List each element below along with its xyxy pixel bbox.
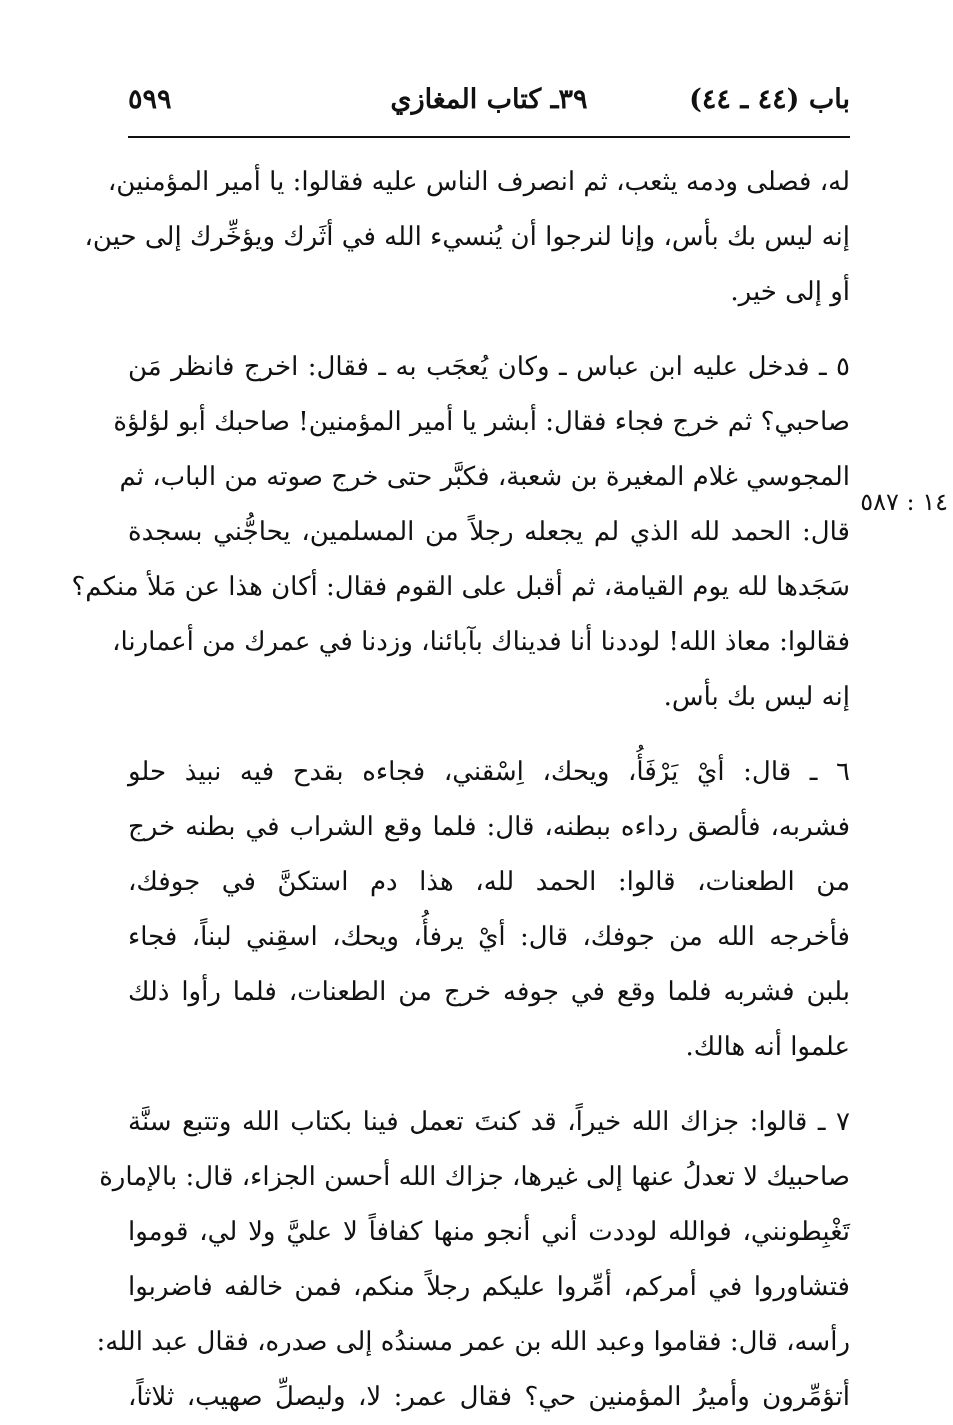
text-line: فتشاوروا في أمركم، أمِّروا عليكم رجلاً منكم، فمن خالفه فاضربوا [128, 1272, 850, 1302]
text-line: فشربه، فألصق رداءه ببطنه، قال: فلما وقع الشراب في بطنه خرج [128, 812, 850, 842]
text-line: ٦ ـ قال: أيْ يَرْفَأُ، ويحك، اِسْقني، فجاءه بقدح فيه نبيذ حلو [128, 757, 850, 787]
header-divider [128, 136, 850, 138]
paragraph [128, 745, 850, 1075]
text-line: أتؤمِّرون وأميرُ المؤمنين حي؟ فقال عمر: لا، وليصلِّ صهيب، ثلاثاً، [128, 1382, 850, 1412]
paragraph [71, 340, 850, 725]
text-line: تَغْبِطونني، فوالله لوددت أني أنجو منها كفافاً لا عليَّ ولا لي، قوموا [128, 1217, 850, 1247]
text-line: فأخرجه الله من جوفك، قال: أيْ يرفأُ، ويحك، اسقِني لبناً، فجاء [128, 922, 850, 952]
text-line: بلبن فشربه فلما وقع في جوفه خرج من الطعنات، فلما رأوا ذلك [128, 977, 850, 1007]
chapter-heading: باب (٤٤ ـ ٤٤) [689, 84, 850, 115]
paragraph [84, 155, 850, 320]
text-line: فقالوا: معاذ الله! لوددنا أنا فديناك بآبائنا، وزدنا في عمرك من أعمارنا، [112, 627, 850, 657]
text-line: ٧ ـ قالوا: جزاك الله خيراً، قد كنتَ تعمل فينا بكتاب الله وتتبع سنَّة [128, 1107, 850, 1137]
text-line: له، فصلى ودمه يثعب، ثم انصرف الناس عليه فقالوا: يا أمير المؤمنين، [107, 167, 850, 197]
text-line: المجوسي غلام المغيرة بن شعبة، فكبَّر حتى خرج صوته من الباب، ثم [119, 462, 850, 492]
text-line: صاحبيك لا تعدلُ عنها إلى غيرها، جزاك الله أحسن الجزاء، قال: بالإمارة [99, 1162, 850, 1192]
text-line: صاحبي؟ ثم خرج فجاء فقال: أبشر يا أمير المؤمنين! صاحبك أبو لؤلؤة [113, 407, 850, 437]
text-line: أو إلى خير. [730, 277, 850, 307]
text-line: إنه ليس بك بأس، وإنا لنرجوا أن يُنسيء الله في أثَرك ويؤخِّرك إلى حين، [84, 222, 850, 252]
body-text [71, 155, 850, 1425]
text-line: علموا أنه هالك. [685, 1032, 850, 1062]
text-line: إنه ليس بك بأس. [663, 682, 850, 712]
text-line: ٥ ـ فدخل عليه ابن عباس ـ وكان يُعجَب به ـ فقال: اخرج فانظر مَن [128, 352, 850, 382]
page-number: ٥٩٩ [128, 84, 172, 115]
text-line: قال: الحمد لله الذي لم يجعله رجلاً من المسلمين، يحاجُّني بسجدة [128, 517, 850, 547]
page-header [128, 76, 850, 126]
margin-reference: ١٤ : ٥٨٧ [860, 488, 948, 516]
book-title: ٣٩ـ كتاب المغازي [390, 84, 588, 115]
text-line: من الطعنات، قالوا: الحمد لله، هذا دم استكنَّ في جوفك، [128, 867, 850, 897]
text-line: رأسه، قال: فقاموا وعبد الله بن عمر مسندُه إلى صدره، فقال عبد الله: [96, 1327, 850, 1357]
text-line: سَجَدها لله يوم القيامة، ثم أقبل على القوم فقال: أكان هذا عن مَلأ منكم؟ [71, 572, 850, 602]
paragraph [96, 1095, 850, 1425]
